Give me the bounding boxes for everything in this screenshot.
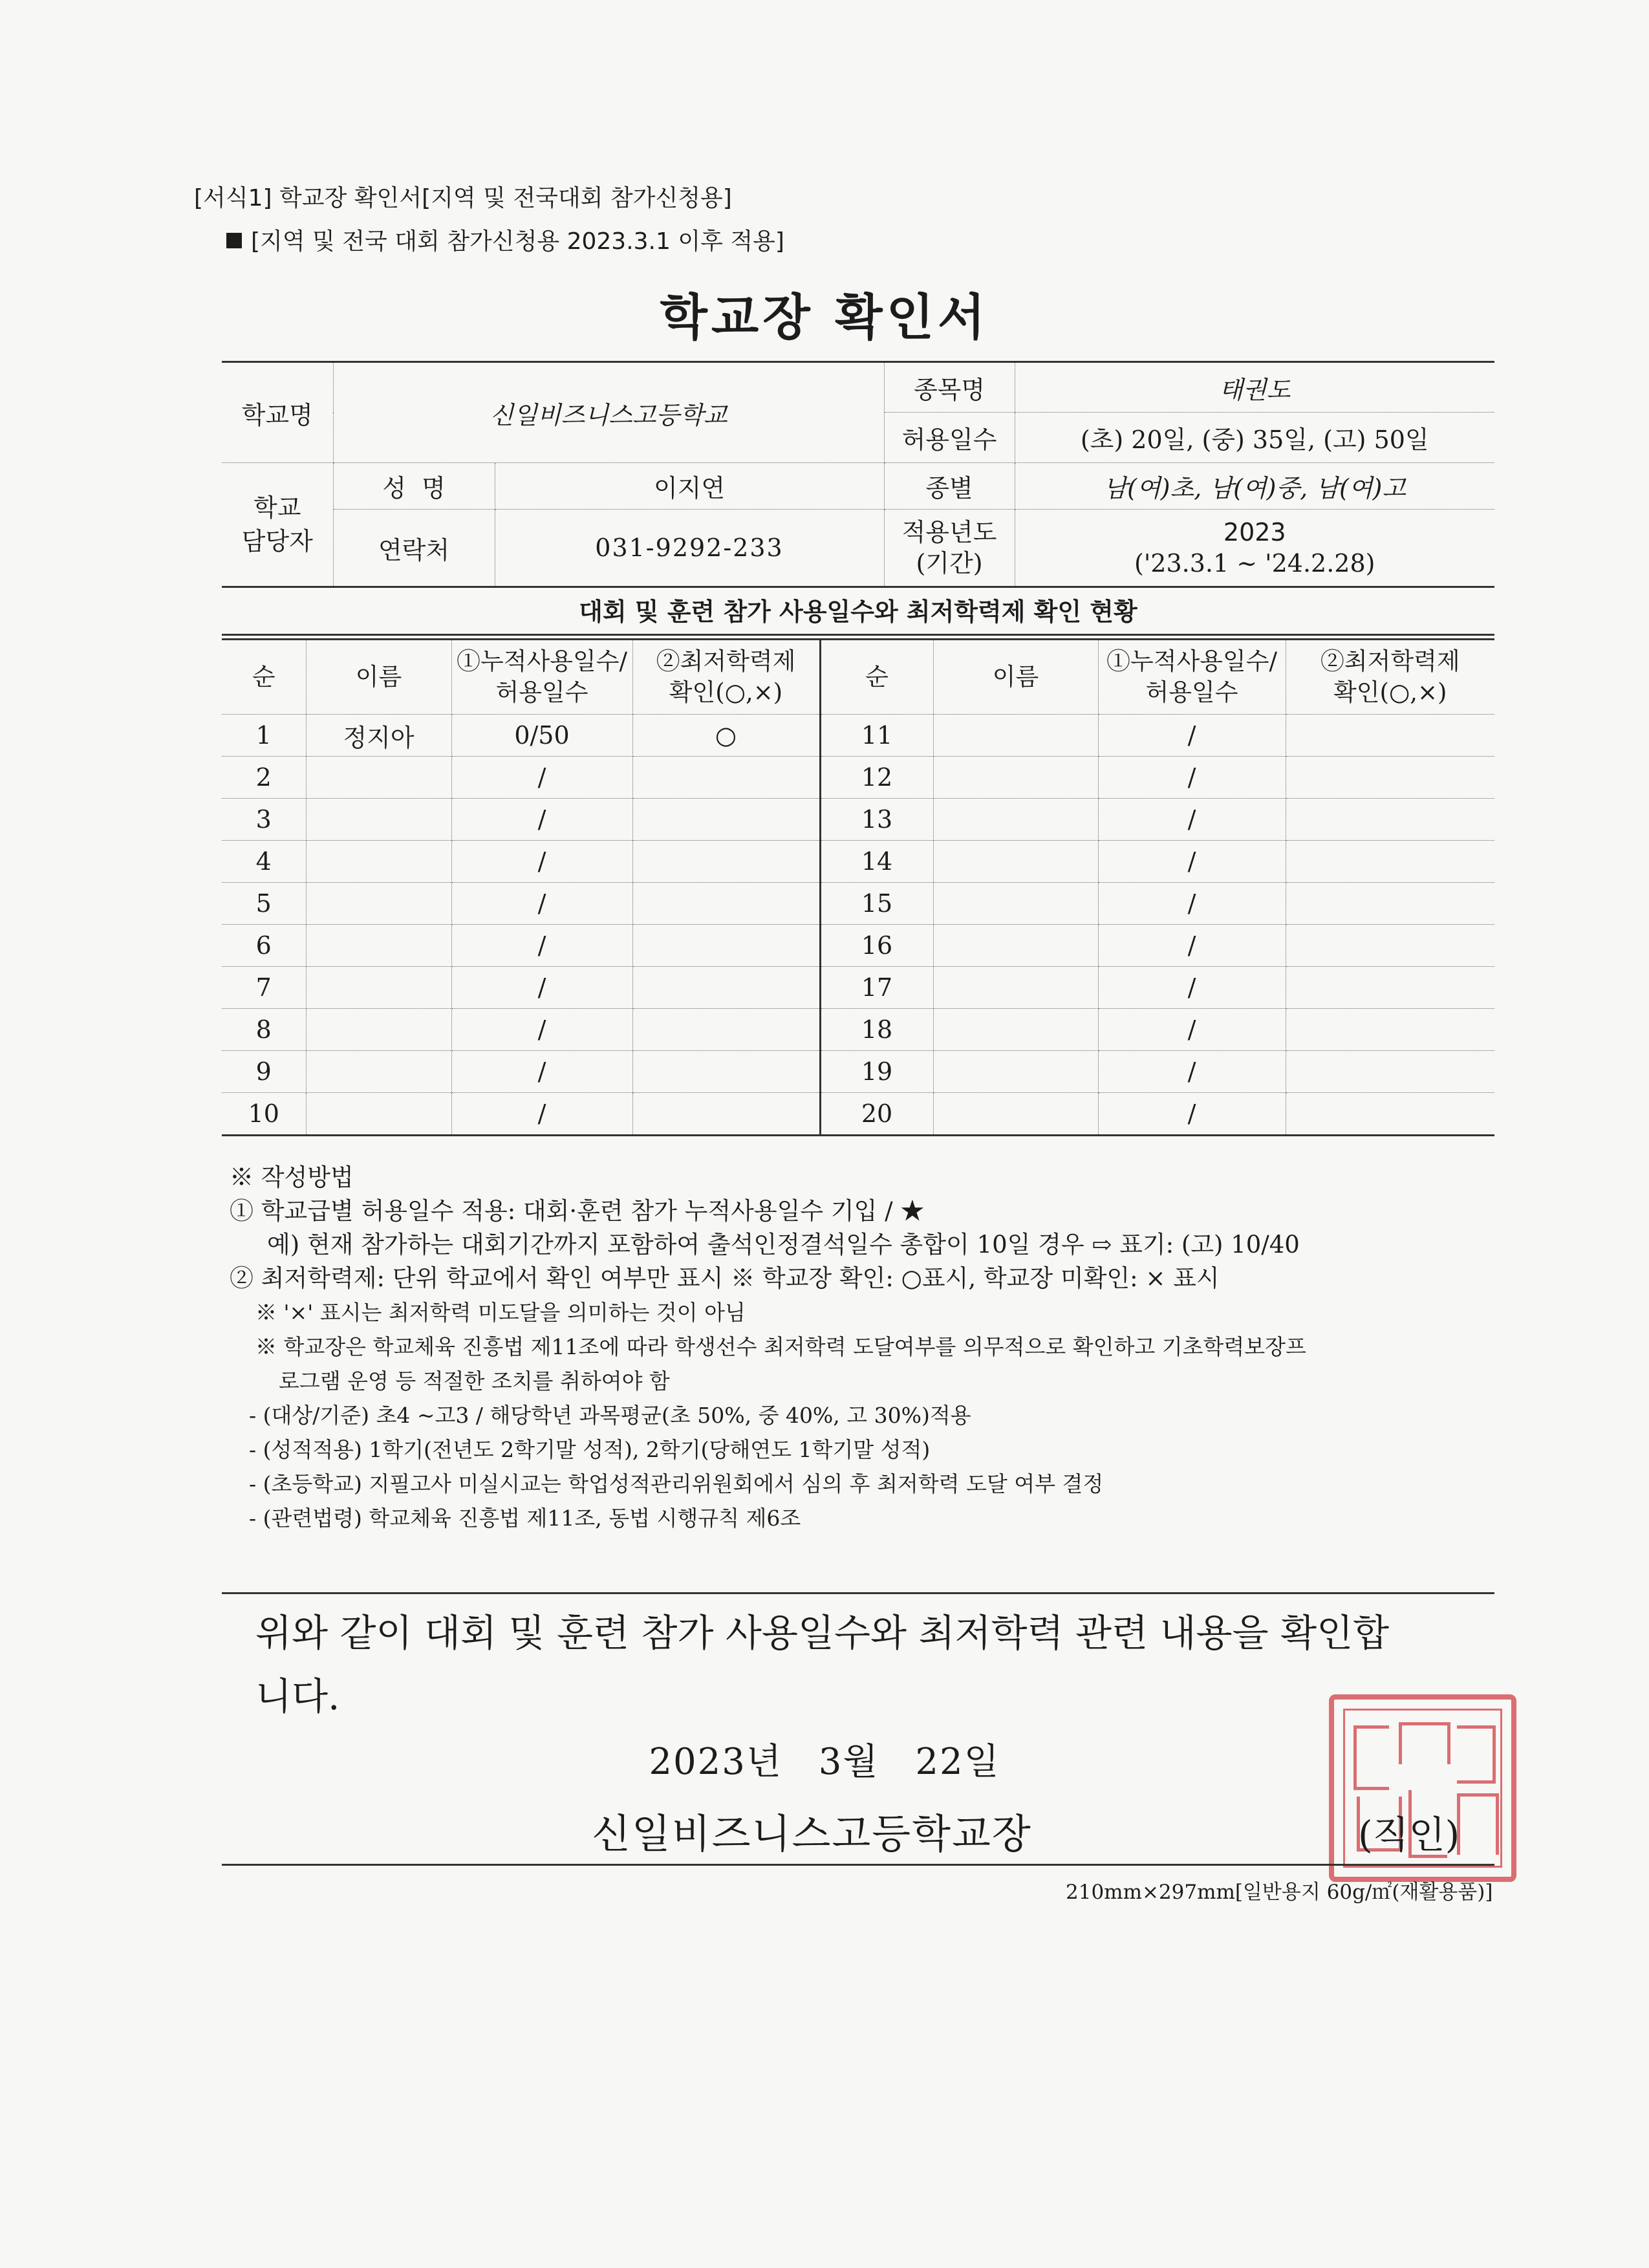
gender-label: 종별 — [884, 463, 1015, 510]
note-2-a: ※ '×' 표시는 최저학력 미도달을 의미하는 것이 아님 — [255, 1300, 746, 1325]
date-month: 3월 — [818, 1741, 879, 1783]
divider-top — [222, 1592, 1494, 1594]
row-days: / — [451, 1093, 632, 1136]
row-name — [933, 841, 1098, 883]
note-1-example: 예) 현재 참가하는 대회기간까지 포함하여 출석인정결석일수 총합이 10일 경우 ⇨ 표기: (고) 10/40 — [267, 1231, 1300, 1258]
header-no-right: 순 — [820, 640, 933, 715]
row-name — [933, 1009, 1098, 1051]
header-check-line2: 확인(○,×) — [1333, 678, 1447, 706]
instructions — [230, 1161, 1510, 1535]
form-sublabel — [226, 223, 784, 256]
row-name — [306, 1009, 451, 1051]
note-2: ② 최저학력제: 단위 학교에서 확인 여부만 표시 ※ 학교장 확인: ○표시, 학교장 미확인: × 표시 — [230, 1264, 1220, 1292]
row-name: 정지아 — [306, 715, 451, 757]
row-name — [306, 967, 451, 1009]
row-days: / — [451, 757, 632, 799]
row-days: / — [1098, 1009, 1286, 1051]
table-title: 대회 및 훈련 참가 사용일수와 최저학력제 확인 현황 — [222, 590, 1494, 636]
header-check-line1: ②최저학력제 — [656, 647, 796, 675]
row-check — [1286, 925, 1494, 967]
row-check — [1286, 715, 1494, 757]
table-row — [222, 799, 1494, 841]
header-no-left: 순 — [222, 640, 306, 715]
row-no: 4 — [222, 841, 306, 883]
row-check — [1286, 1093, 1494, 1136]
detail-4: - (관련법령) 학교체육 진흥법 제11조, 동법 시행규칙 제6조 — [249, 1506, 801, 1531]
row-days: / — [1098, 799, 1286, 841]
row-name — [306, 925, 451, 967]
row-days: / — [1098, 925, 1286, 967]
row-check — [632, 841, 820, 883]
row-name — [306, 883, 451, 925]
header-name-right: 이름 — [933, 640, 1098, 715]
row-name — [933, 925, 1098, 967]
row-days: / — [1098, 967, 1286, 1009]
row-name — [306, 799, 451, 841]
contact-value: 031-9292-233 — [495, 510, 884, 587]
allowed-days-label: 허용일수 — [884, 413, 1015, 463]
date-day: 22일 — [915, 1741, 1000, 1783]
year-value — [1015, 510, 1494, 587]
row-name — [933, 883, 1098, 925]
row-days: / — [451, 883, 632, 925]
header-name-left: 이름 — [306, 640, 451, 715]
row-check — [1286, 883, 1494, 925]
name-label: 성 명 — [333, 463, 495, 510]
row-check — [1286, 1009, 1494, 1051]
header-check-line1: ②최저학력제 — [1320, 647, 1460, 675]
year-label-2: (기간) — [916, 549, 983, 578]
row-check — [632, 925, 820, 967]
row-days: / — [451, 799, 632, 841]
manager-label-1: 학교 — [253, 493, 301, 522]
row-check — [632, 967, 820, 1009]
year-label — [884, 510, 1015, 587]
row-no: 8 — [222, 1009, 306, 1051]
row-no: 10 — [222, 1093, 306, 1136]
principal-name: 신일비즈니스고등학교장 — [592, 1810, 1032, 1857]
manager-label-2: 담당자 — [241, 527, 313, 556]
header-days-left — [451, 640, 632, 715]
detail-1: - (대상/기준) 초4 ~고3 / 해당학년 과목평균(초 50%, 중 40%, 고 30%)적용 — [249, 1403, 971, 1428]
table-row — [222, 925, 1494, 967]
row-name — [933, 1051, 1098, 1093]
row-days: / — [1098, 1051, 1286, 1093]
table-row — [222, 1051, 1494, 1093]
row-no: 3 — [222, 799, 306, 841]
row-no: 13 — [820, 799, 933, 841]
row-no: 16 — [820, 925, 933, 967]
row-days: / — [1098, 883, 1286, 925]
table-row — [222, 883, 1494, 925]
contact-label: 연락처 — [333, 510, 495, 587]
info-table — [222, 361, 1494, 588]
row-check — [632, 883, 820, 925]
row-no: 2 — [222, 757, 306, 799]
row-days: / — [451, 967, 632, 1009]
row-no: 14 — [820, 841, 933, 883]
year: 2023 — [1223, 518, 1286, 546]
row-name — [306, 757, 451, 799]
paper-spec: 210mm×297mm[일반용지 60g/㎡(재활용품)] — [1066, 1881, 1493, 1904]
header-days-right — [1098, 640, 1286, 715]
row-check — [1286, 967, 1494, 1009]
header-check-left — [632, 640, 820, 715]
row-check — [632, 1051, 820, 1093]
row-check — [1286, 841, 1494, 883]
sport-label: 종목명 — [884, 362, 1015, 413]
row-no: 7 — [222, 967, 306, 1009]
table-row — [222, 715, 1494, 757]
row-no: 11 — [820, 715, 933, 757]
statement-line2: 니다. — [255, 1674, 340, 1718]
row-name — [933, 757, 1098, 799]
row-days: 0/50 — [451, 715, 632, 757]
row-days: / — [1098, 757, 1286, 799]
divider-bottom — [222, 1864, 1494, 1866]
row-no: 18 — [820, 1009, 933, 1051]
detail-2: - (성적적용) 1학기(전년도 2학기말 성적), 2학기(당해연도 1학기말 성적) — [249, 1437, 931, 1462]
row-check — [632, 1009, 820, 1051]
form-label: [서식1] 학교장 확인서[지역 및 전국대회 참가신청용] — [194, 185, 732, 211]
table-header-row — [222, 640, 1494, 715]
row-days: / — [451, 841, 632, 883]
row-days: / — [451, 1009, 632, 1051]
table-row — [222, 1009, 1494, 1051]
seal-mark: (직인) — [1358, 1813, 1460, 1857]
header-days-line2: 허용일수 — [495, 678, 588, 706]
manager-label — [222, 463, 333, 587]
row-check — [632, 799, 820, 841]
row-check — [1286, 1051, 1494, 1093]
header-days-line1: ①누적사용일수/ — [1106, 647, 1277, 675]
manager-name: 이지연 — [495, 463, 884, 510]
note-2-b2: 로그램 운영 등 적절한 조치를 취하여야 함 — [279, 1368, 670, 1394]
row-check: ○ — [632, 715, 820, 757]
row-days: / — [451, 925, 632, 967]
statement-line1: 위와 같이 대회 및 훈련 참가 사용일수와 최저학력 관련 내용을 확인합 — [255, 1611, 1390, 1655]
table-row — [222, 1093, 1494, 1136]
row-days: / — [1098, 715, 1286, 757]
row-no: 6 — [222, 925, 306, 967]
square-bullet-icon — [226, 233, 242, 248]
year-label-1: 적용년도 — [901, 518, 997, 546]
row-check — [632, 757, 820, 799]
notes-heading: ※ 작성방법 — [230, 1163, 354, 1191]
row-check — [1286, 799, 1494, 841]
row-name — [933, 1093, 1098, 1136]
header-days-line1: ①누적사용일수/ — [457, 647, 627, 675]
row-name — [306, 1051, 451, 1093]
participation-table — [222, 638, 1494, 1136]
date-year: 2023년 — [649, 1741, 782, 1783]
gender-value: 남(여)초, 남(여)중, 남(여)고 — [1015, 463, 1494, 510]
row-no: 17 — [820, 967, 933, 1009]
document-title: 학교장 확인서 — [660, 288, 989, 346]
row-check — [1286, 757, 1494, 799]
row-name — [306, 841, 451, 883]
row-no: 1 — [222, 715, 306, 757]
note-1: ① 학교급별 허용일수 적용: 대회·훈련 참가 누적사용일수 기입 / ★ — [230, 1197, 925, 1225]
detail-3: - (초등학교) 지필고사 미실시교는 학업성적관리위원회에서 심의 후 최저학력 도달 여부 결정 — [249, 1471, 1104, 1496]
period: ('23.3.1 ~ '24.2.28) — [1134, 549, 1375, 578]
school-name: 신일비즈니스고등학교 — [333, 362, 884, 463]
row-name — [933, 967, 1098, 1009]
school-label: 학교명 — [222, 362, 333, 463]
row-days: / — [1098, 1093, 1286, 1136]
confirmation-statement — [255, 1601, 1484, 1728]
row-no: 19 — [820, 1051, 933, 1093]
row-no: 20 — [820, 1093, 933, 1136]
row-name — [933, 799, 1098, 841]
row-no: 9 — [222, 1051, 306, 1093]
form-sublabel-text: [지역 및 전국 대회 참가신청용 2023.3.1 이후 적용] — [251, 228, 784, 255]
row-name — [306, 1093, 451, 1136]
table-row — [222, 841, 1494, 883]
note-2-b1: ※ 학교장은 학교체육 진흥법 제11조에 따라 학생선수 최저학력 도달여부를 의무적으로 확인하고 기초학력보장프 — [255, 1334, 1306, 1359]
row-check — [632, 1093, 820, 1136]
header-check-right — [1286, 640, 1494, 715]
table-row — [222, 967, 1494, 1009]
row-no: 12 — [820, 757, 933, 799]
row-name — [933, 715, 1098, 757]
header-days-line2: 허용일수 — [1145, 678, 1238, 706]
row-no: 15 — [820, 883, 933, 925]
allowed-days-value: (초) 20일, (중) 35일, (고) 50일 — [1015, 413, 1494, 463]
table-row — [222, 757, 1494, 799]
row-days: / — [451, 1051, 632, 1093]
row-no: 5 — [222, 883, 306, 925]
sport-value: 태권도 — [1015, 362, 1494, 413]
header-check-line2: 확인(○,×) — [669, 678, 783, 706]
row-days: / — [1098, 841, 1286, 883]
